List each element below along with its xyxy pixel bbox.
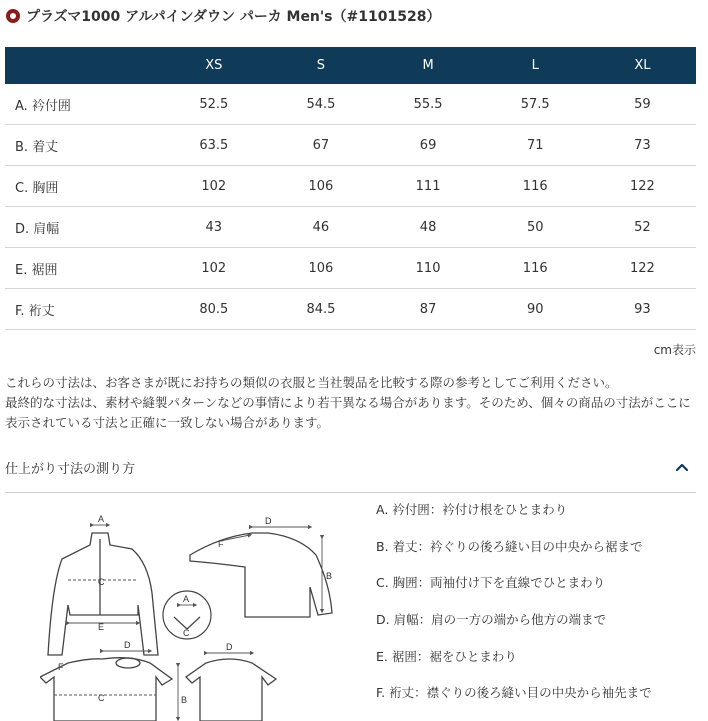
diagram-letter-e: E bbox=[98, 622, 105, 632]
table-row bbox=[5, 248, 696, 289]
row-label: E. 裾囲 bbox=[5, 248, 160, 289]
note-line-2: 最終的な寸法は、素材や縫製パターンなどの事情により若干異なる場合があります。そのため、個々の商品の寸法がここに表示されている寸法と正確に一致しない場合があります。 bbox=[5, 395, 691, 430]
cell: 73 bbox=[589, 125, 696, 166]
diagram-letter-f: F bbox=[218, 539, 224, 549]
tshirt-letter-f: F bbox=[58, 662, 64, 672]
cell: 69 bbox=[375, 125, 482, 166]
chevron-up-icon[interactable] bbox=[674, 459, 690, 475]
header-s: S bbox=[267, 47, 374, 84]
diagram-letter-c: C bbox=[98, 577, 105, 587]
diagram-letter-b: B bbox=[326, 571, 333, 581]
cell: 63.5 bbox=[160, 125, 267, 166]
cell: 43 bbox=[160, 207, 267, 248]
measure-accordion-label: 仕上がり寸法の測り方 bbox=[5, 462, 136, 477]
header-m: M bbox=[375, 47, 482, 84]
cell: 67 bbox=[267, 125, 374, 166]
jacket-front-drawing bbox=[48, 533, 158, 655]
cell: 84.5 bbox=[267, 289, 374, 330]
tshirt-letter-d: D bbox=[124, 640, 131, 650]
cell: 52.5 bbox=[160, 84, 267, 125]
diagram-letter-d: D bbox=[265, 516, 272, 526]
bullet-icon bbox=[6, 9, 20, 23]
cell: 52 bbox=[589, 207, 696, 248]
product-title-row bbox=[6, 5, 440, 27]
cell: 110 bbox=[375, 248, 482, 289]
legend-item: A. 衿付囲：衿付け根をひとまわり bbox=[376, 502, 568, 517]
tshirt-back-letter-d: D bbox=[226, 642, 233, 652]
unit-label: cm表示 bbox=[653, 343, 696, 357]
cell: 106 bbox=[267, 166, 374, 207]
legend-item: D. 肩幅：肩の一方の端から他方の端まで bbox=[376, 612, 607, 628]
row-label: D. 肩幅 bbox=[5, 207, 160, 248]
tshirt-letter-b: B bbox=[181, 695, 188, 705]
row-label: B. 着丈 bbox=[5, 125, 160, 166]
cell: 116 bbox=[482, 166, 589, 207]
tshirt-back-drawing bbox=[186, 659, 276, 721]
cell: 93 bbox=[589, 289, 696, 330]
header-blank bbox=[5, 47, 160, 84]
cell: 80.5 bbox=[160, 289, 267, 330]
row-label: C. 胸囲 bbox=[5, 166, 160, 207]
table-row bbox=[5, 207, 696, 248]
cell: 102 bbox=[160, 166, 267, 207]
measurement-diagram bbox=[40, 505, 340, 721]
legend-item: F. 裄丈：襟ぐりの後ろ縫い目の中央から袖先まで bbox=[376, 685, 652, 701]
size-table bbox=[5, 47, 696, 330]
size-table-header bbox=[5, 47, 696, 84]
header-l: L bbox=[482, 47, 589, 84]
cell: 46 bbox=[267, 207, 374, 248]
jacket-back-drawing bbox=[190, 533, 332, 617]
tshirt-letter-c: C bbox=[98, 693, 105, 703]
cell: 116 bbox=[482, 248, 589, 289]
header-xl: XL bbox=[589, 47, 696, 84]
cell: 55.5 bbox=[375, 84, 482, 125]
cell: 90 bbox=[482, 289, 589, 330]
measure-accordion-header[interactable] bbox=[5, 455, 696, 493]
product-title: プラズマ1000 アルパインダウン パーカ Men's（#1101528） bbox=[26, 9, 441, 25]
collar-letter-c: C bbox=[183, 628, 190, 638]
legend-item: E. 裾囲：裾をひとまわり bbox=[376, 648, 517, 664]
cell: 59 bbox=[589, 84, 696, 125]
diagram-letter-a: A bbox=[98, 514, 105, 524]
header-xs: XS bbox=[160, 47, 267, 84]
table-row bbox=[5, 166, 696, 207]
cell: 122 bbox=[589, 248, 696, 289]
table-row bbox=[5, 125, 696, 166]
table-row bbox=[5, 289, 696, 330]
cell: 57.5 bbox=[482, 84, 589, 125]
cell: 48 bbox=[375, 207, 482, 248]
cell: 71 bbox=[482, 125, 589, 166]
row-label: A. 衿付囲 bbox=[5, 84, 160, 125]
cell: 50 bbox=[482, 207, 589, 248]
table-row bbox=[5, 84, 696, 125]
size-note bbox=[5, 373, 701, 433]
note-line-1: これらの寸法は、お客さまが既にお持ちの類似の衣服と当社製品を比較する際の参考としてご利用ください。 bbox=[5, 375, 618, 390]
row-label: F. 裄丈 bbox=[5, 289, 160, 330]
cell: 122 bbox=[589, 166, 696, 207]
legend-item: C. 胸囲：両袖付け下を直線でひとまわり bbox=[376, 575, 606, 591]
collar-letter-a: A bbox=[183, 594, 190, 604]
cell: 87 bbox=[375, 289, 482, 330]
cell: 54.5 bbox=[267, 84, 374, 125]
cell: 102 bbox=[160, 248, 267, 289]
legend-item: B. 着丈：衿ぐりの後ろ縫い目の中央から裾まで bbox=[376, 538, 643, 554]
cell: 111 bbox=[375, 166, 482, 207]
cell: 106 bbox=[267, 248, 374, 289]
measurement-legend bbox=[376, 500, 652, 720]
